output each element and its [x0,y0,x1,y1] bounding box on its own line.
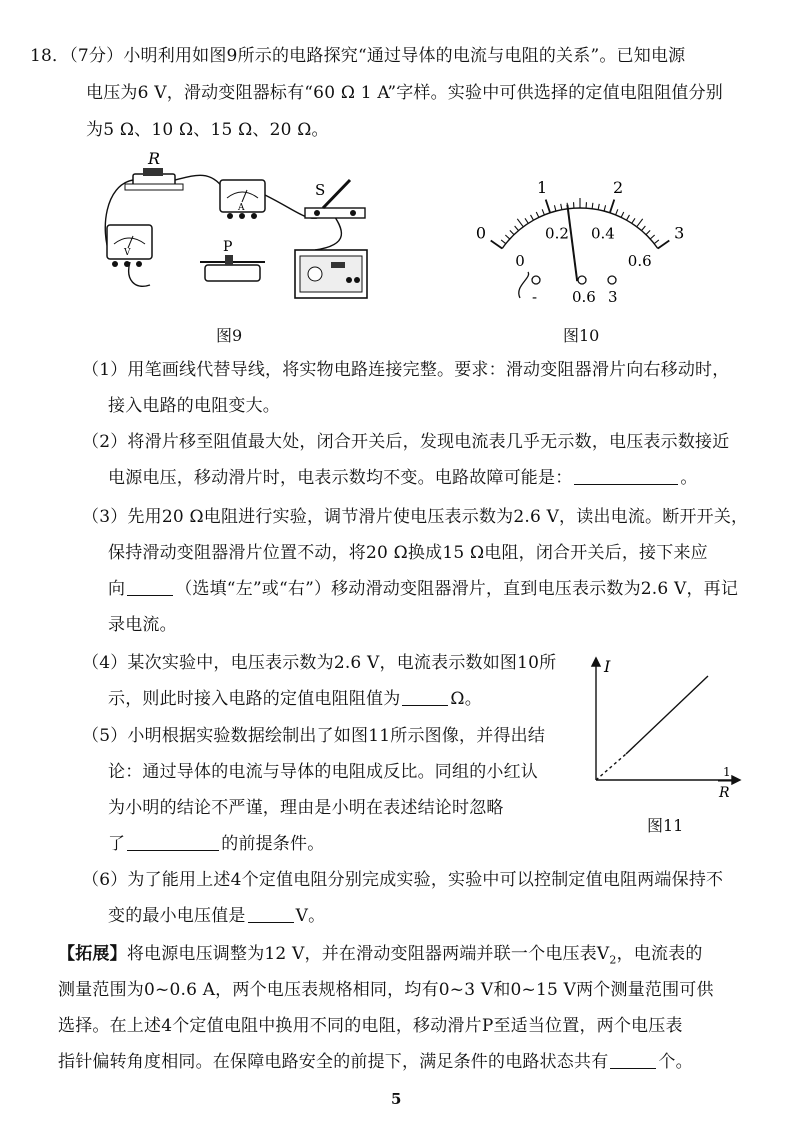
dial-bottom-label-1: 0.2 [545,224,569,243]
switch-label: S [315,181,326,199]
dial-tick [610,200,614,213]
part-6-unit: V。 [295,906,326,926]
dial-tick [616,209,618,215]
dial-terminal [608,276,616,284]
part-1-line-1: （1）用笔画线代替导线，将实物电路连接完整。要求：滑动变阻器滑片向右移动时， [82,360,730,380]
dial-tick [510,230,514,234]
part-5-line-1: （5）小明根据实验数据绘制出了如图11所示图像，并得出结 [82,726,546,746]
dial-pointer [567,205,577,281]
part-4-text: 示，则此时接入电路的定值电阻阻值为 [108,689,401,709]
dial-top-label-0: 0 [475,223,487,243]
figure-11-graph [582,652,742,812]
extension-subscript: 2 [609,953,617,967]
figure-9-circuit [95,150,385,310]
part-6-line-1: （6）为了能用上述4个定值电阻分别完成实验，实验中可以控制定值电阻两端保持不 [82,870,724,890]
part-1-line-2: 接入电路的电阻变大。 [108,396,280,416]
extension-text-1-end: ，电流表的 [616,944,703,964]
part-5-text-start: 了 [108,834,126,854]
dial-tick [598,204,599,210]
voltmeter [107,225,152,267]
dial-tick [546,200,550,213]
extension-line-2: 测量范围为0~0.6 A，两个电压表规格相同，均有0~3 V和0~15 V两个测量范围可供 [58,980,714,1000]
part-4-line-2 [108,687,482,711]
dial-terminal-label-0: - [532,288,538,306]
dial-tick [650,235,654,239]
part-3-line-2: 保持滑动变阻器滑片位置不动，将20 Ω换成15 Ω电阻，闭合开关后，接下来应 [108,543,708,563]
extension-line-3: 选择。在上述4个定值电阻中换用不同的电阻，移动滑片P至适当位置，两个电压表 [58,1016,683,1036]
dial-tick [525,218,528,223]
dial-top-label-2: 2 [613,178,624,198]
dial-tick [592,203,593,209]
answer-blank-extension[interactable] [610,1052,656,1069]
part-5-text-end: 的前提条件。 [221,834,325,854]
answer-blank-part-4[interactable] [402,689,448,706]
dial-terminal-label-2: 3 [608,288,618,306]
part-3-text-end: （选填“左”或“右”）移动滑动变阻器滑片，直到电压表示数为2.6 V，再记 [175,579,739,599]
dial-terminal [578,276,586,284]
page-number: 5 [391,1090,402,1108]
dial-tick [658,240,669,248]
dial-tick [542,209,544,215]
dial-tick [641,226,645,231]
switch-s [305,180,365,218]
figure-9-caption: 图9 [216,326,243,345]
resistor-r [125,150,183,190]
figure-11-caption: 图11 [647,816,684,835]
part-6-text: 变的最小电压值是 [108,906,246,926]
dial-tick [515,226,519,231]
extension-text-4: 指针偏转角度相同。在保障电路安全的前提下，满足条件的电路状态共有 [58,1052,609,1072]
dial-tick [627,215,630,220]
part-2-line-2 [108,466,698,490]
dial-tick [531,215,534,220]
part-2-text: 电源电压，移动滑片时，电表示数均不变。电路故障可能是： [108,468,573,488]
figure-10-ammeter-dial [470,168,700,318]
extension-text-4-end: 个。 [658,1052,693,1072]
question-stem-line-2: 电压为6 V，滑动变阻器标有“60 Ω 1 A”字样。实验中可供选择的定值电阻阻值分别 [86,83,724,103]
power-supply [295,250,367,298]
dial-bottom-label-0: 0 [515,252,525,271]
part-3-line-3 [108,577,738,601]
dial-top-label-3: 3 [674,223,685,243]
ammeter-label: A [238,203,245,213]
dial-tick [621,212,624,217]
dial-arc [502,208,658,249]
dial-tick [505,235,509,239]
answer-blank-part-2[interactable] [574,468,678,485]
part-5-line-4 [108,832,324,856]
figure-10-caption: 图10 [563,326,600,345]
dial-wire [519,272,529,298]
answer-blank-part-3[interactable] [127,579,173,596]
extension-line-4 [58,1050,693,1074]
voltmeter-label: V [124,248,131,258]
rheostat-p [200,239,265,281]
dial-tick [654,240,659,244]
extension-line-1 [58,942,703,972]
graph-x-label-denominator: R [719,785,730,801]
part-6-line-2 [108,904,325,928]
resistor-label: R [148,150,161,168]
dial-tick [491,240,502,248]
dial-bottom-label-2: 0.4 [590,224,615,243]
dial-top-label-1: 1 [536,178,548,198]
dial-tick [604,205,606,211]
ammeter [220,180,265,219]
extension-text-1: 将电源电压调整为12 V，并在滑动变阻器两端并联一个电压表V [126,944,610,964]
dial-terminal-label-1: 0.6 [572,288,596,306]
part-3-line-1: （3）先用20 Ω电阻进行实验，调节滑片使电压表示数为2.6 V，读出电流。断开开关， [82,507,749,527]
dial-terminal [532,276,540,284]
dial-tick [517,219,523,227]
dial-tick [501,240,506,244]
graph-x-label-numerator: 1 [723,765,731,779]
slider-label: P [223,239,233,255]
question-stem-line-3: 为5 Ω、10 Ω、15 Ω、20 Ω。 [86,120,329,140]
part-3-line-4: 录电流。 [108,615,177,635]
part-2-line-1: （2）将滑片移至阻值最大处，闭合开关后，发现电流表几乎无示数，电压表示数接近 [82,432,730,452]
dial-tick [554,205,556,211]
dial-tick [561,204,562,210]
dial-tick [646,230,650,234]
part-5-line-2: 论：通过导体的电流与导体的电阻成反比。同组的小红认 [108,762,538,782]
answer-blank-part-5[interactable] [127,834,219,851]
dial-tick [632,218,635,223]
part-4-line-1: （4）某次实验中，电压表示数为2.6 V，电流表示数如图10所 [82,653,557,673]
part-3-text-start: 向 [108,579,126,599]
graph-y-label: I [604,657,611,676]
part-4-unit: Ω。 [450,689,482,709]
question-stem-line-1: 18．（7分）小明利用如图9所示的电路探究“通过导体的电流与电阻的关系”。已知电源 [30,46,686,66]
dial-tick [637,219,643,227]
part-2-text-end: 。 [680,468,698,488]
dial-bottom-label-3: 0.6 [627,252,652,271]
answer-blank-part-6[interactable] [248,906,294,923]
extension-tag: 【拓展】 [58,944,127,964]
dial-tick [536,212,539,217]
part-5-line-3: 为小明的结论不严谨，理由是小明在表述结论时忽略 [108,798,504,818]
